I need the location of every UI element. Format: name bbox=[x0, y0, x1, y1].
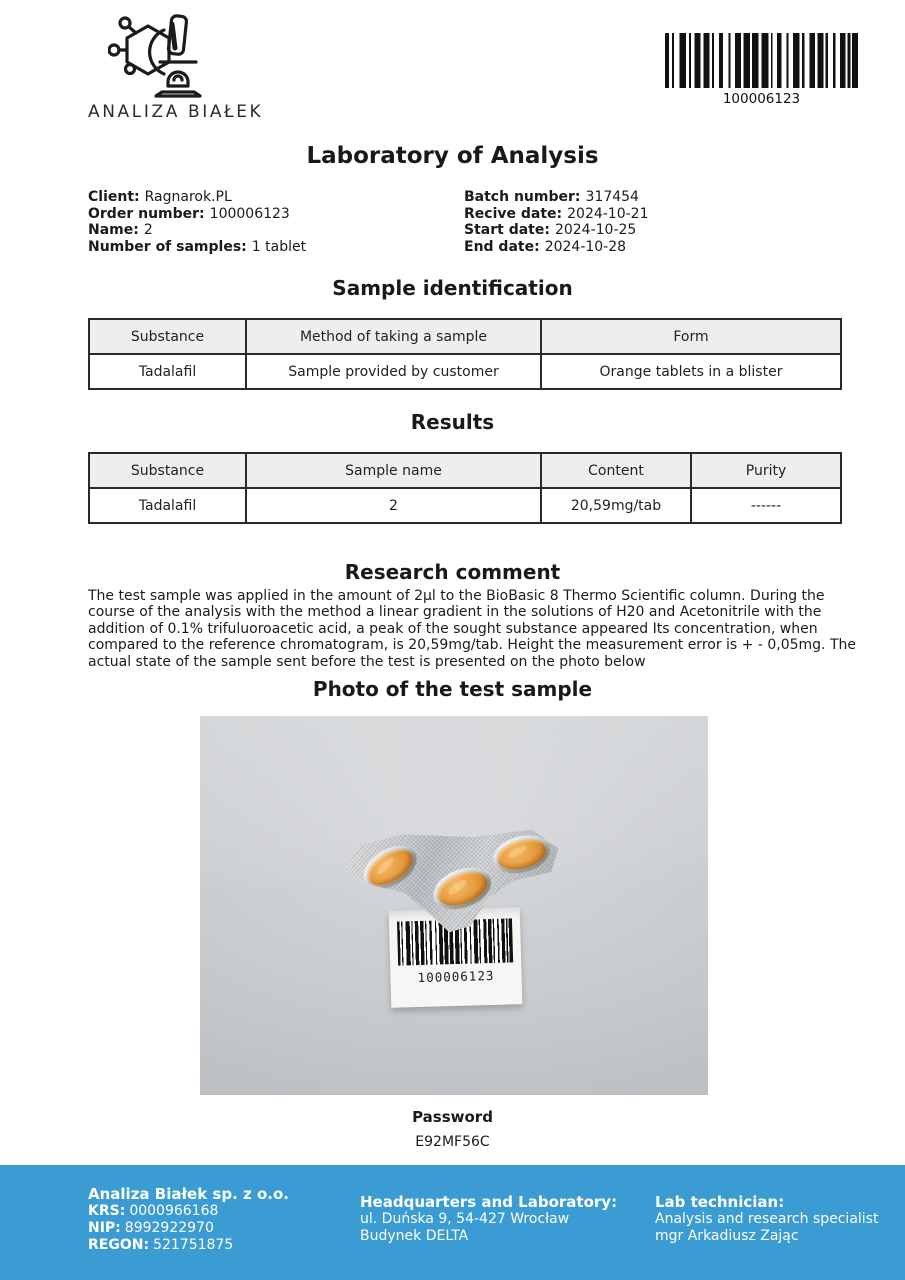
info-receive-date-label: Recive date: bbox=[464, 205, 563, 222]
info-order-number-label: Order number: bbox=[88, 205, 205, 222]
footer-nip-value: 8992922970 bbox=[124, 1220, 214, 1236]
table-row bbox=[89, 488, 841, 523]
info-name bbox=[88, 222, 306, 239]
footer-headquarters-info bbox=[360, 1194, 617, 1245]
info-name-value: 2 bbox=[143, 222, 153, 239]
footer-nip bbox=[88, 1220, 289, 1237]
results-table bbox=[88, 452, 842, 524]
footer-hq-heading: Headquarters and Laboratory: bbox=[360, 1193, 618, 1211]
blister-bubble bbox=[356, 837, 424, 898]
footer-hq-address: ul. Duńska 9, 54-427 Wrocław bbox=[360, 1211, 570, 1227]
info-end-date bbox=[464, 239, 649, 256]
photo-heading: Photo of the test sample bbox=[312, 677, 593, 701]
info-end-date-label: End date: bbox=[464, 238, 540, 255]
footer-hq-building: Budynek DELTA bbox=[360, 1228, 469, 1244]
photo-barcode-number: 100006123 bbox=[417, 967, 495, 986]
cell-purity: ------ bbox=[691, 488, 841, 523]
footer-bar bbox=[0, 1165, 905, 1280]
order-info-right bbox=[464, 189, 649, 255]
cell-sample-name: 2 bbox=[246, 488, 541, 523]
col-content: Content bbox=[541, 453, 691, 488]
order-barcode bbox=[665, 33, 858, 107]
footer-company-info bbox=[88, 1186, 289, 1254]
info-batch-number bbox=[464, 189, 649, 206]
col-purity: Purity bbox=[691, 453, 841, 488]
table-header-row bbox=[89, 453, 841, 488]
footer-krs bbox=[88, 1203, 289, 1220]
cell-content: 20,59mg/tab bbox=[541, 488, 691, 523]
cell-form: Orange tablets in a blister bbox=[541, 354, 841, 389]
info-start-date bbox=[464, 222, 649, 239]
research-comment-heading: Research comment bbox=[344, 560, 561, 584]
info-batch-number-label: Batch number: bbox=[464, 189, 581, 205]
info-client-label: Client: bbox=[88, 189, 140, 205]
table-header-row bbox=[89, 319, 841, 354]
footer-company-name: Analiza Białek sp. z o.o. bbox=[88, 1185, 289, 1203]
info-receive-date bbox=[464, 206, 649, 223]
orange-tablet bbox=[362, 842, 419, 892]
info-start-date-value: 2024-10-25 bbox=[554, 222, 637, 239]
info-order-number bbox=[88, 206, 306, 223]
col-form: Form bbox=[541, 319, 841, 354]
footer-krs-value: 0000966168 bbox=[129, 1203, 219, 1219]
order-barcode-number: 100006123 bbox=[722, 91, 801, 107]
footer-regon-label: REGON: bbox=[88, 1237, 150, 1253]
footer-regon-value: 521751875 bbox=[153, 1237, 234, 1253]
lab-logo bbox=[88, 12, 264, 122]
footer-tech-role: Analysis and research specialist bbox=[655, 1211, 879, 1227]
col-sample-name: Sample name bbox=[246, 453, 541, 488]
info-order-number-value: 100006123 bbox=[209, 205, 290, 222]
col-substance: Substance bbox=[89, 319, 246, 354]
sample-photo bbox=[200, 716, 708, 1095]
results-heading: Results bbox=[410, 410, 495, 434]
sample-identification-table bbox=[88, 318, 842, 390]
footer-regon bbox=[88, 1237, 289, 1254]
info-name-label: Name: bbox=[88, 222, 139, 239]
cell-substance: Tadalafil bbox=[89, 354, 246, 389]
col-method: Method of taking a sample bbox=[246, 319, 541, 354]
info-number-of-samples-value: 1 tablet bbox=[251, 238, 307, 255]
order-barcode-bars-image bbox=[665, 33, 858, 88]
info-start-date-label: Start date: bbox=[464, 222, 550, 239]
footer-nip-label: NIP: bbox=[88, 1220, 121, 1236]
lab-logo-wordmark: ANALIZA BIAŁEK bbox=[88, 102, 264, 122]
cell-substance: Tadalafil bbox=[89, 488, 246, 523]
lab-logo-icon bbox=[108, 12, 218, 98]
table-row bbox=[89, 354, 841, 389]
footer-lab-technician-info bbox=[655, 1194, 878, 1245]
sample-identification-heading: Sample identification bbox=[332, 276, 573, 300]
password-heading: Password bbox=[412, 1108, 493, 1126]
orange-tablet bbox=[494, 834, 550, 874]
info-receive-date-value: 2024-10-21 bbox=[567, 205, 649, 222]
order-info-left bbox=[88, 189, 306, 255]
info-end-date-value: 2024-10-28 bbox=[544, 238, 627, 255]
info-batch-number-value: 317454 bbox=[585, 189, 639, 205]
page-title: Laboratory of Analysis bbox=[306, 143, 599, 169]
footer-tech-heading: Lab technician: bbox=[655, 1193, 785, 1211]
footer-krs-label: KRS: bbox=[88, 1203, 126, 1219]
info-client bbox=[88, 189, 306, 206]
col-substance: Substance bbox=[89, 453, 246, 488]
orange-tablet bbox=[433, 865, 492, 912]
footer-tech-name: mgr Arkadiusz Zając bbox=[655, 1228, 799, 1244]
info-number-of-samples bbox=[88, 239, 306, 256]
cell-method: Sample provided by customer bbox=[246, 354, 541, 389]
info-number-of-samples-label: Number of samples: bbox=[88, 238, 247, 255]
research-comment-text: The test sample was applied in the amount of 2µl to the BioBasic 8 Thermo Scientific column. During the course of the analysis with the method a linear gradient in the solutions of H20 and Acetonitrile with the addition of 0.1% trifuluoroacetic acid, a peak of the sought substance appeared Its concentration, when compared to the reference chromatogram, is 20,59mg/tab. Height the measurement error is + - 0,05mg. The actual state of the sample sent before the test is presented on the photo below bbox=[88, 588, 856, 670]
info-client-value: Ragnarok.PL bbox=[144, 189, 232, 205]
password-value: E92MF56C bbox=[415, 1134, 490, 1150]
